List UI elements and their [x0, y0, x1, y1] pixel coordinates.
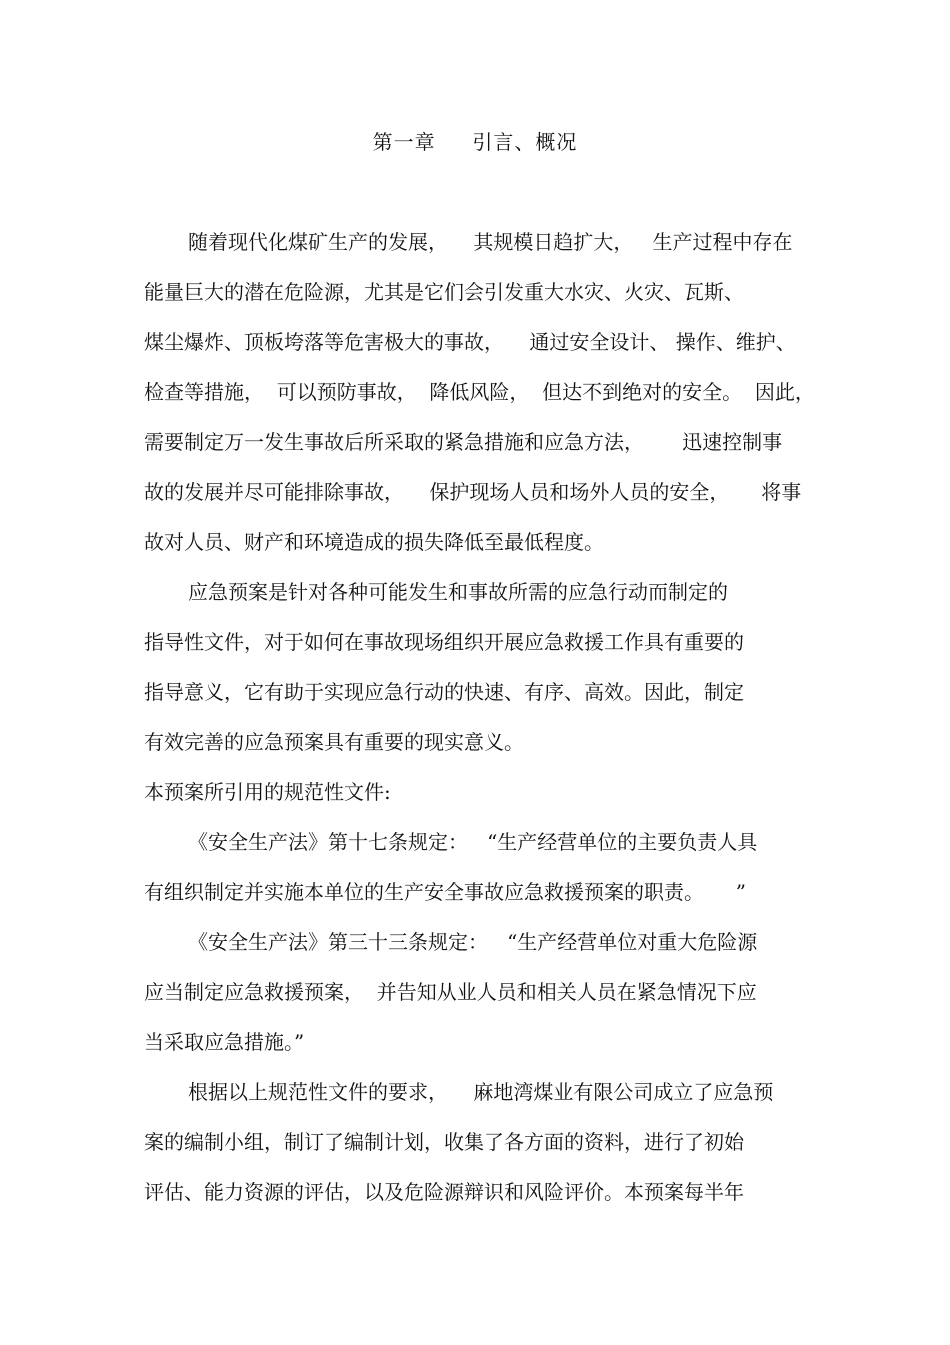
paragraph-line: 需要制定万一发生事故后所采取的紧急措施和应急方法， 迅速控制事	[144, 430, 783, 454]
paragraph-line: 应急预案是针对各种可能发生和事故所需的应急行动而制定的	[188, 580, 728, 604]
paragraph-line: 本预案所引用的规范性文件:	[144, 780, 391, 804]
chapter-title: 第一章 引言、概况	[372, 130, 578, 154]
paragraph-line: 评估、能力资源的评估，以及危险源辩识和风险评价。本预案每半年	[144, 1180, 744, 1204]
paragraph-line: 随着现代化煤矿生产的发展， 其规模日趋扩大， 生产过程中存在	[188, 230, 793, 254]
paragraph-line: 指导性文件，对于如何在事故现场组织开展应急救援工作具有重要的	[144, 630, 744, 654]
paragraph-line: 检查等措施， 可以预防事故， 降低风险， 但达不到绝对的安全。 因此，	[144, 380, 815, 404]
paragraph-line: 案的编制小组，制订了编制计划，收集了各方面的资料，进行了初始	[144, 1130, 744, 1154]
paragraph-line: 故对人员、财产和环境造成的损失降低至最低程度。	[144, 530, 604, 554]
paragraph-line: 故的发展并尽可能排除事故， 保护现场人员和场外人员的安全， 将事	[144, 480, 802, 504]
paragraph-line: 煤尘爆炸、顶板垮落等危害极大的事故， 通过安全设计、 操作、维护、	[144, 330, 796, 354]
paragraph-line: 《安全生产法》第十七条规定： “生产经营单位的主要负责人具	[188, 830, 758, 854]
paragraph-line: 有组织制定并实施本单位的生产安全事故应急救援预案的职责。 ”	[144, 880, 747, 904]
paragraph-line: 能量巨大的潜在危险源，尤其是它们会引发重大水灾、火灾、瓦斯、	[144, 280, 744, 304]
paragraph-line: 应当制定应急救援预案， 并告知从业人员和相关人员在紧急情况下应	[144, 980, 757, 1004]
paragraph-line: 指导意义，它有助于实现应急行动的快速、有序、高效。因此，制定	[144, 680, 744, 704]
paragraph-line: 当采取应急措施。”	[144, 1030, 305, 1054]
paragraph-line: 有效完善的应急预案具有重要的现实意义。	[144, 730, 524, 754]
paragraph-line: 根据以上规范性文件的要求， 麻地湾煤业有限公司成立了应急预	[188, 1080, 774, 1104]
paragraph-line: 《安全生产法》第三十三条规定： “生产经营单位对重大危险源	[188, 930, 758, 954]
